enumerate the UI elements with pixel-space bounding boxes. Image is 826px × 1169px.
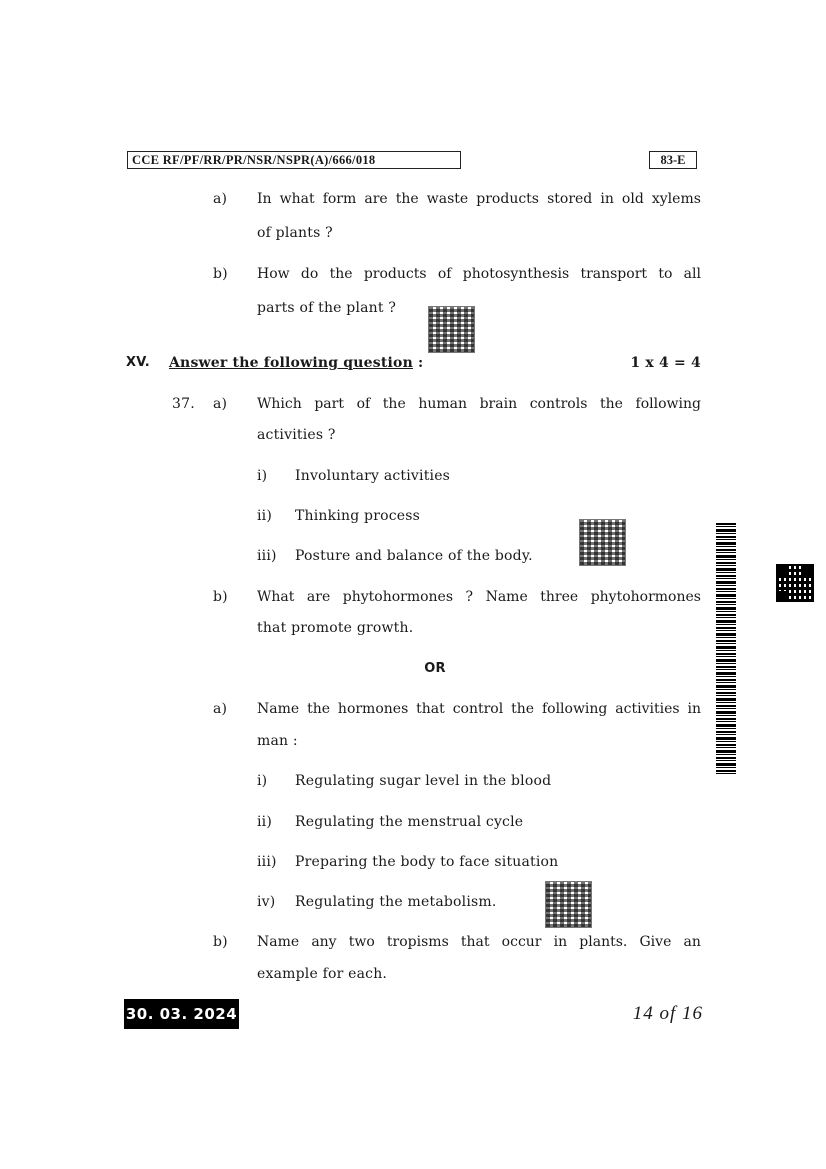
word: waste bbox=[426, 191, 469, 207]
section-number: XV. bbox=[126, 355, 150, 370]
word: Name bbox=[485, 589, 528, 605]
word: the bbox=[395, 191, 419, 207]
word: hormones bbox=[337, 701, 409, 717]
q37-b-label: b) bbox=[213, 589, 228, 605]
or-divider: OR bbox=[424, 661, 446, 676]
word: Which bbox=[257, 396, 302, 412]
q37-a-label: a) bbox=[213, 396, 228, 412]
q36-b-label: b) bbox=[213, 266, 228, 282]
word: the bbox=[382, 396, 406, 412]
word: activities bbox=[615, 701, 680, 717]
word: control bbox=[452, 701, 504, 717]
word: transport bbox=[580, 266, 648, 282]
word: three bbox=[540, 589, 579, 605]
list-item-text: Regulating the metabolism. bbox=[295, 894, 497, 910]
list-item-text: Thinking process bbox=[295, 508, 421, 524]
word: plants. bbox=[579, 934, 628, 950]
word: any bbox=[311, 934, 337, 950]
word: the bbox=[329, 266, 353, 282]
section-title: Answer the following question bbox=[169, 355, 413, 371]
word: the bbox=[511, 701, 535, 717]
word: Name bbox=[257, 934, 300, 950]
list-item-num: iii) bbox=[257, 854, 277, 870]
qr-code-image bbox=[579, 519, 626, 566]
list-item-text: Regulating the menstrual cycle bbox=[295, 814, 524, 830]
paper-number-box: 83-E bbox=[649, 151, 697, 169]
word: products bbox=[363, 266, 427, 282]
word: part bbox=[314, 396, 344, 412]
word: of bbox=[437, 266, 452, 282]
list-item-num: iii) bbox=[257, 548, 277, 564]
word: human bbox=[418, 396, 467, 412]
word: How bbox=[257, 266, 290, 282]
word: to bbox=[658, 266, 673, 282]
word: in bbox=[553, 934, 568, 950]
q36-b-line1 bbox=[257, 266, 701, 282]
q37-alt-b-line2: example for each. bbox=[257, 966, 388, 982]
q36-a-line1 bbox=[257, 191, 701, 207]
word: following bbox=[541, 701, 608, 717]
word: all bbox=[683, 266, 701, 282]
word: form bbox=[322, 191, 357, 207]
word: the bbox=[307, 701, 331, 717]
word: phytohormones bbox=[590, 589, 701, 605]
list-item-num: i) bbox=[257, 468, 268, 484]
barcode-image bbox=[716, 523, 736, 775]
q37-alt-a-label: a) bbox=[213, 701, 228, 717]
word: controls bbox=[529, 396, 588, 412]
word: are bbox=[306, 589, 331, 605]
word: an bbox=[683, 934, 701, 950]
q37-a-line2: activities ? bbox=[257, 427, 336, 443]
q37-a-line1 bbox=[257, 396, 701, 412]
word: stored bbox=[547, 191, 593, 207]
paper-code-box: CCE RF/PF/RR/PR/NSR/NSPR(A)/666/018 bbox=[127, 151, 461, 169]
word: in bbox=[687, 701, 701, 717]
q36-a-label: a) bbox=[213, 191, 228, 207]
question-number: 37. bbox=[172, 396, 195, 412]
word: tropisms bbox=[386, 934, 449, 950]
word: the bbox=[599, 396, 623, 412]
qr-code-image bbox=[428, 306, 475, 353]
section-colon: : bbox=[418, 355, 424, 371]
q37-b-line1 bbox=[257, 589, 701, 605]
list-item-text: Involuntary activities bbox=[295, 468, 451, 484]
word: brain bbox=[479, 396, 518, 412]
section-instruction bbox=[169, 355, 423, 371]
q36-b-line2: parts of the plant ? bbox=[257, 300, 397, 316]
word: following bbox=[635, 396, 701, 412]
word: Name bbox=[257, 701, 300, 717]
q37-alt-b-line1 bbox=[257, 934, 701, 950]
q37-alt-a-line2: man : bbox=[257, 733, 298, 749]
q37-alt-a-line1 bbox=[257, 701, 701, 717]
list-item-text: Preparing the body to face situation bbox=[295, 854, 559, 870]
word: Give bbox=[639, 934, 672, 950]
word: two bbox=[348, 934, 375, 950]
q37-alt-b-label: b) bbox=[213, 934, 228, 950]
word: What bbox=[257, 589, 295, 605]
word: do bbox=[300, 266, 319, 282]
word: that bbox=[416, 701, 445, 717]
list-item-num: ii) bbox=[257, 814, 273, 830]
list-item-text: Regulating sugar level in the blood bbox=[295, 773, 552, 789]
side-qr-code-image bbox=[776, 564, 814, 602]
q37-b-line2: that promote growth. bbox=[257, 620, 414, 636]
word: that bbox=[460, 934, 490, 950]
word: are bbox=[364, 191, 388, 207]
word: phytohormones bbox=[342, 589, 454, 605]
qr-code-image bbox=[545, 881, 592, 928]
page-number: 14 of 16 bbox=[632, 1003, 703, 1024]
word: occur bbox=[501, 934, 542, 950]
word: In bbox=[257, 191, 272, 207]
q36-a-line2: of plants ? bbox=[257, 225, 333, 241]
word: what bbox=[279, 191, 315, 207]
section-marks: 1 x 4 = 4 bbox=[630, 355, 701, 371]
word: products bbox=[476, 191, 539, 207]
word: xylems bbox=[651, 191, 701, 207]
exam-date-badge: 30. 03. 2024 bbox=[124, 999, 239, 1029]
word: old bbox=[621, 191, 644, 207]
list-item-text: Posture and balance of the body. bbox=[295, 548, 533, 564]
list-item-num: i) bbox=[257, 773, 268, 789]
word: ? bbox=[465, 589, 474, 605]
word: photosynthesis bbox=[462, 266, 570, 282]
word: of bbox=[356, 396, 371, 412]
word: in bbox=[600, 191, 614, 207]
list-item-num: ii) bbox=[257, 508, 273, 524]
list-item-num: iv) bbox=[257, 894, 276, 910]
